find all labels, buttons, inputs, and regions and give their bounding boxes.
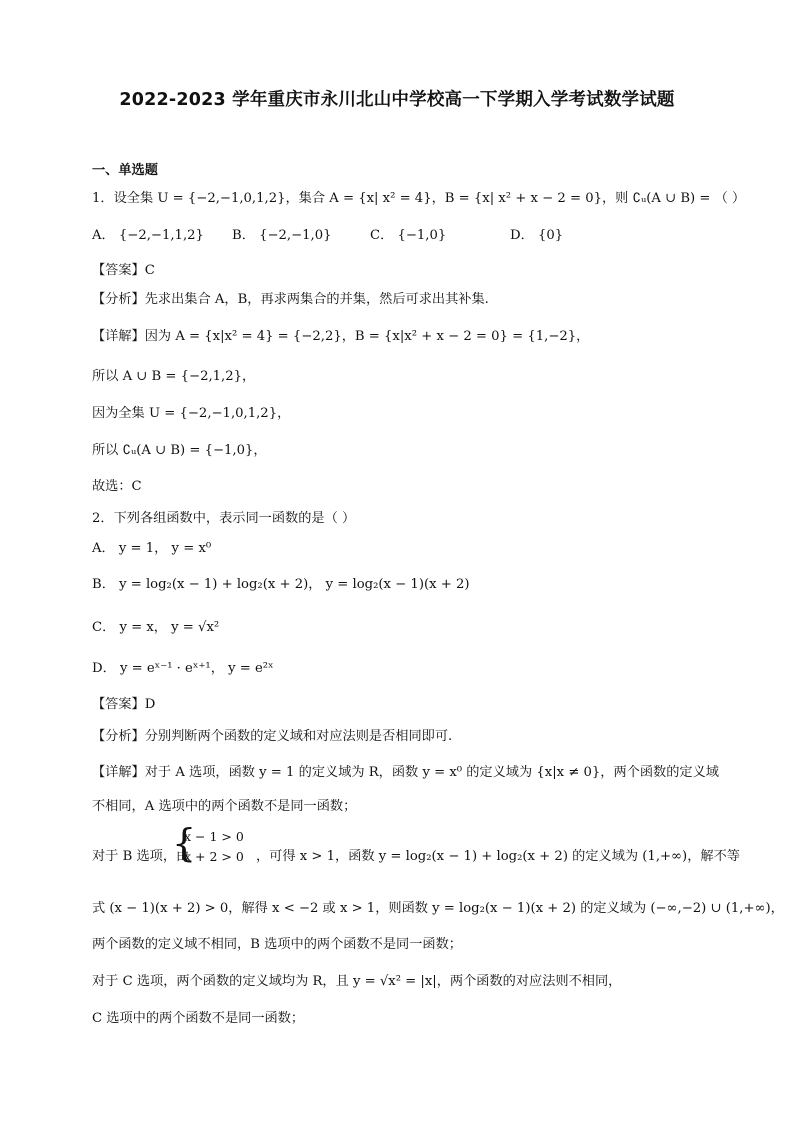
section-heading: 一、单选题	[92, 163, 158, 178]
q1-option-b: B． {−2,−1,0}	[232, 228, 332, 243]
inequality-system	[172, 821, 252, 868]
q2-detail-b-line2: 式 (x − 1)(x + 2) > 0，解得 x < −2 或 x > 1，则函数 y = log₂(x − 1)(x + 2) 的定义域为 (−∞,−2) ∪ (1,+∞)，	[92, 901, 784, 916]
q1-option-a: A． {−2,−1,1,2}	[92, 228, 204, 243]
q2-stem: 2．下列各组函数中，表示同一函数的是（ ）	[92, 511, 356, 526]
q2-detail-a-line1: 【详解】对于 A 选项，函数 y = 1 的定义域为 R，函数 y = x⁰ 的定义域为 {x|x ≠ 0}，两个函数的定义域	[92, 765, 719, 780]
q1-step3: 所以 ∁ᵤ(A ∪ B) = {−1,0}，	[92, 443, 267, 458]
q1-stem: 1．设全集 U = {−2,−1,0,1,2}，集合 A = {x| x² = 4}，B = {x| x² + x − 2 = 0}，则 ∁ᵤ(A ∪ B) = （ ）	[92, 191, 746, 206]
q2-option-d: D． y = eˣ⁻¹ · eˣ⁺¹， y = e²ˣ	[92, 661, 274, 676]
q1-answer: 【答案】C	[92, 263, 155, 278]
q2-option-a: A． y = 1， y = x⁰	[92, 541, 212, 556]
q2-detail-a-line2: 不相同，A 选项中的两个函数不是同一函数；	[92, 799, 357, 814]
q2-option-b: B． y = log₂(x − 1) + log₂(x + 2)， y = log₂(x − 1)(x + 2)	[92, 577, 470, 592]
q1-analysis: 【分析】先求出集合 A，B，再求两集合的并集，然后可求出其补集.	[92, 292, 489, 307]
q2-detail-b-prefix: 对于 B 选项，由	[92, 849, 190, 864]
q1-option-d: D． {0}	[510, 228, 564, 243]
q2-answer: 【答案】D	[92, 697, 156, 712]
q2-detail-b-line1-rest: ，可得 x > 1，函数 y = log₂(x − 1) + log₂(x + 2) 的定义域为 (1,+∞)，解不等	[256, 849, 740, 864]
q1-choose: 故选：C	[92, 479, 142, 494]
q2-option-c: C． y = x， y = √x²	[92, 620, 220, 635]
q2-analysis: 【分析】分别判断两个函数的定义域和对应法则是否相同即可.	[92, 729, 453, 744]
q1-detail: 【详解】因为 A = {x|x² = 4} = {−2,2}，B = {x|x² + x − 2 = 0} = {1,−2}，	[92, 329, 590, 344]
q2-detail-c-line2: C 选项中的两个函数不是同一函数；	[92, 1011, 305, 1026]
left-brace-icon: {	[172, 821, 197, 865]
inequality-row-1: x − 1 > 0	[184, 829, 244, 844]
q2-detail-c-line1: 对于 C 选项，两个函数的定义域均为 R，且 y = √x² = |x|，两个函数的对应法则不相同，	[92, 974, 622, 989]
q1-step1: 所以 A ∪ B = {−2,1,2}，	[92, 369, 256, 384]
q1-step2: 因为全集 U = {−2,−1,0,1,2}，	[92, 406, 291, 421]
page-title: 2022-2023 学年重庆市永川北山中学校高一下学期入学考试数学试题	[119, 90, 675, 110]
inequality-row-2: x + 2 > 0	[184, 849, 244, 864]
q1-option-c: C． {−1,0}	[370, 228, 447, 243]
q2-detail-b-line3: 两个函数的定义域不相同，B 选项中的两个函数不是同一函数；	[92, 937, 462, 952]
